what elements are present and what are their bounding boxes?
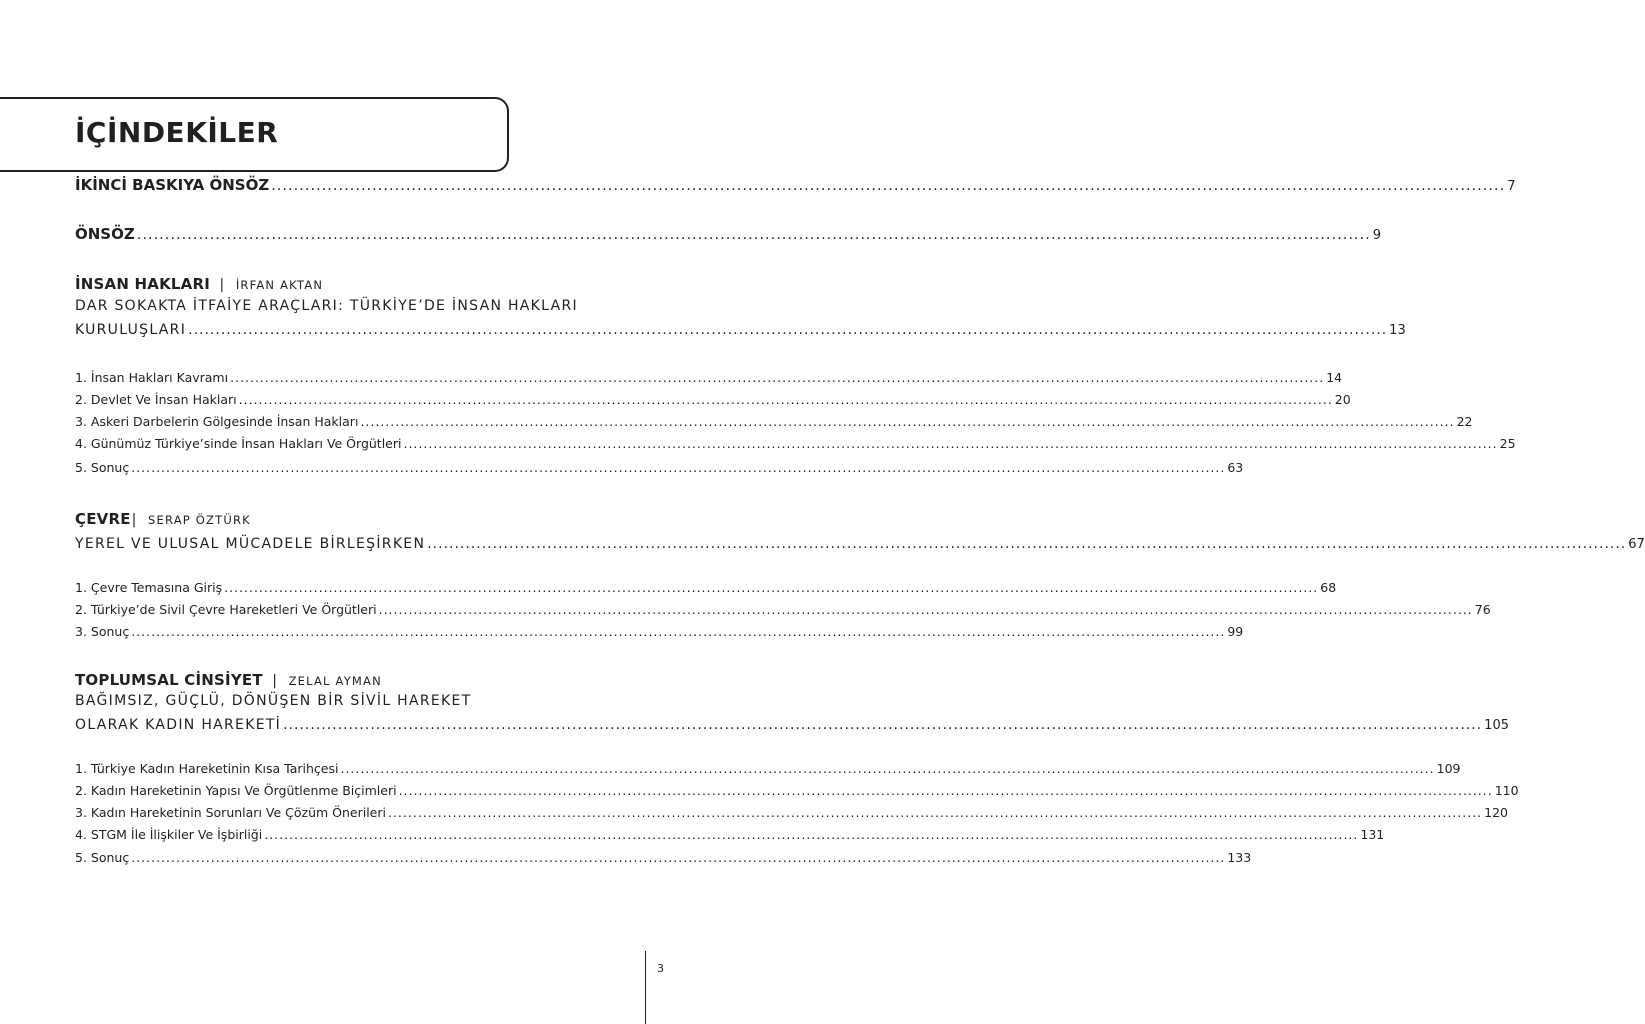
dot-leader: ............................................................................................................................................................................................................................ bbox=[131, 624, 1226, 639]
toc-entry[interactable] bbox=[75, 414, 1473, 429]
toc-entry-page: 133 bbox=[1227, 850, 1252, 865]
toc-entry-page: 67 bbox=[1628, 537, 1645, 552]
toc-entry-page: 22 bbox=[1456, 414, 1473, 429]
dot-leader: ............................................................................................................................................................................................................................ bbox=[283, 717, 1483, 733]
toc-entry-label: 1. İnsan Hakları Kavramı bbox=[75, 370, 229, 385]
toc-entry-page: 13 bbox=[1389, 323, 1406, 338]
toc-entry[interactable] bbox=[75, 827, 1385, 842]
toc-entry[interactable] bbox=[75, 322, 1406, 338]
page-number: 3 bbox=[657, 962, 664, 975]
toc-entry[interactable] bbox=[75, 580, 1337, 595]
dot-leader: ............................................................................................................................................................................................................................ bbox=[360, 414, 1455, 429]
toc-entry-label: 2. Devlet Ve İnsan Hakları bbox=[75, 392, 237, 407]
dot-leader: ............................................................................................................................................................................................................................ bbox=[131, 850, 1226, 865]
toc-entry-label: 1. Çevre Temasına Giriş bbox=[75, 580, 223, 595]
section-author: İRFAN AKTAN bbox=[235, 278, 324, 292]
toc-entry[interactable] bbox=[75, 805, 1508, 820]
toc-entry[interactable] bbox=[75, 761, 1461, 776]
toc-entry[interactable] bbox=[75, 602, 1491, 617]
toc-entry-label: 4. Günümüz Türkiye’sinde İnsan Hakları Ve Örgütleri bbox=[75, 436, 402, 451]
dot-leader: ............................................................................................................................................................................................................................ bbox=[427, 536, 1627, 552]
toc-entry-label: 3. Kadın Hareketinin Sorunları Ve Çözüm Önerileri bbox=[75, 805, 386, 820]
dot-leader: ............................................................................................................................................................................................................................ bbox=[136, 227, 1371, 243]
footer-rule bbox=[645, 951, 646, 1024]
toc-entry-page: 105 bbox=[1484, 718, 1509, 733]
separator: | bbox=[272, 673, 278, 689]
toc-entry[interactable] bbox=[75, 717, 1509, 733]
section-title: ÇEVRE bbox=[75, 510, 131, 528]
toc-entry-label: 2. Türkiye’de Sivil Çevre Hareketleri Ve Örgütleri bbox=[75, 602, 377, 617]
dot-leader: ............................................................................................................................................................................................................................ bbox=[224, 580, 1319, 595]
toc-entry-page: 63 bbox=[1227, 460, 1244, 475]
toc-entry-label: 5. Sonuç bbox=[75, 850, 130, 865]
dot-leader: ............................................................................................................................................................................................................................ bbox=[264, 827, 1359, 842]
chapter-title-line: DAR SOKAKTA İTFAİYE ARAÇLARI: TÜRKİYE’DE İNSAN HAKLARI bbox=[75, 298, 578, 314]
dot-leader: ............................................................................................................................................................................................................................ bbox=[340, 761, 1435, 776]
toc-entry-page: 131 bbox=[1360, 827, 1385, 842]
toc-entry-label: YEREL VE ULUSAL MÜCADELE BİRLEŞİRKEN bbox=[75, 536, 426, 552]
separator: | bbox=[219, 277, 225, 293]
dot-leader: ............................................................................................................................................................................................................................ bbox=[230, 370, 1325, 385]
toc-entry-label: 3. Sonuç bbox=[75, 624, 130, 639]
dot-leader: ............................................................................................................................................................................................................................ bbox=[188, 322, 1388, 338]
toc-entry-page: 25 bbox=[1499, 436, 1516, 451]
section-heading bbox=[75, 510, 251, 528]
dot-leader: ............................................................................................................................................................................................................................ bbox=[271, 178, 1506, 194]
toc-entry-page: 20 bbox=[1334, 392, 1351, 407]
section-heading bbox=[75, 671, 382, 689]
toc-entry-label: 4. STGM İle İlişkiler Ve İşbirliği bbox=[75, 827, 263, 842]
toc-entry[interactable] bbox=[75, 392, 1351, 407]
toc-entry-label: KURULUŞLARI bbox=[75, 322, 187, 338]
toc-entry[interactable] bbox=[75, 370, 1343, 385]
toc-entry-page: 109 bbox=[1436, 761, 1461, 776]
section-heading bbox=[75, 275, 323, 293]
page-title: İÇİNDEKİLER bbox=[75, 116, 279, 149]
section-title: İNSAN HAKLARI bbox=[75, 275, 211, 293]
toc-entry[interactable] bbox=[75, 225, 1382, 243]
toc-entry-page: 120 bbox=[1484, 805, 1508, 820]
toc-entry-label: OLARAK KADIN HAREKETİ bbox=[75, 717, 282, 733]
toc-entry-page: 76 bbox=[1474, 602, 1491, 617]
toc-entry-page: 99 bbox=[1227, 624, 1244, 639]
toc-entry-label: 2. Kadın Hareketinin Yapısı Ve Örgütlenme Biçimleri bbox=[75, 783, 397, 798]
toc-entry-page: 9 bbox=[1372, 228, 1382, 243]
section-author: SERAP ÖZTÜRK bbox=[148, 513, 251, 527]
toc-entry-page: 110 bbox=[1494, 783, 1519, 798]
toc-entry-page: 14 bbox=[1326, 370, 1343, 385]
separator: | bbox=[131, 512, 137, 528]
toc-entry-label: ÖNSÖZ bbox=[75, 225, 135, 243]
chapter-title-line: BAĞIMSIZ, GÜÇLÜ, DÖNÜŞEN BİR SİVİL HAREKET bbox=[75, 693, 472, 709]
section-title: TOPLUMSAL CİNSİYET bbox=[75, 671, 263, 689]
dot-leader: ............................................................................................................................................................................................................................ bbox=[403, 436, 1498, 451]
toc-entry[interactable] bbox=[75, 850, 1252, 865]
dot-leader: ............................................................................................................................................................................................................................ bbox=[378, 602, 1473, 617]
toc-entry-label: İKİNCİ BASKIYA ÖNSÖZ bbox=[75, 176, 270, 194]
toc-entry-page: 7 bbox=[1507, 179, 1516, 194]
toc-entry-label: 3. Askeri Darbelerin Gölgesinde İnsan Hakları bbox=[75, 414, 359, 429]
toc-entry[interactable] bbox=[75, 436, 1516, 451]
dot-leader: ............................................................................................................................................................................................................................ bbox=[238, 392, 1333, 407]
toc-entry[interactable] bbox=[75, 624, 1244, 639]
dot-leader: ............................................................................................................................................................................................................................ bbox=[398, 783, 1493, 798]
toc-entry[interactable] bbox=[75, 536, 1645, 552]
toc-entry-label: 5. Sonuç bbox=[75, 460, 130, 475]
toc-entry[interactable] bbox=[75, 460, 1244, 475]
toc-entry-page: 68 bbox=[1320, 580, 1337, 595]
dot-leader: ............................................................................................................................................................................................................................ bbox=[131, 460, 1226, 475]
toc-entry-label: 1. Türkiye Kadın Hareketinin Kısa Tarihçesi bbox=[75, 761, 339, 776]
section-author: ZELAL AYMAN bbox=[288, 674, 382, 688]
toc-entry[interactable] bbox=[75, 783, 1519, 798]
dot-leader: ............................................................................................................................................................................................................................ bbox=[387, 805, 1483, 820]
toc-entry[interactable] bbox=[75, 176, 1516, 194]
